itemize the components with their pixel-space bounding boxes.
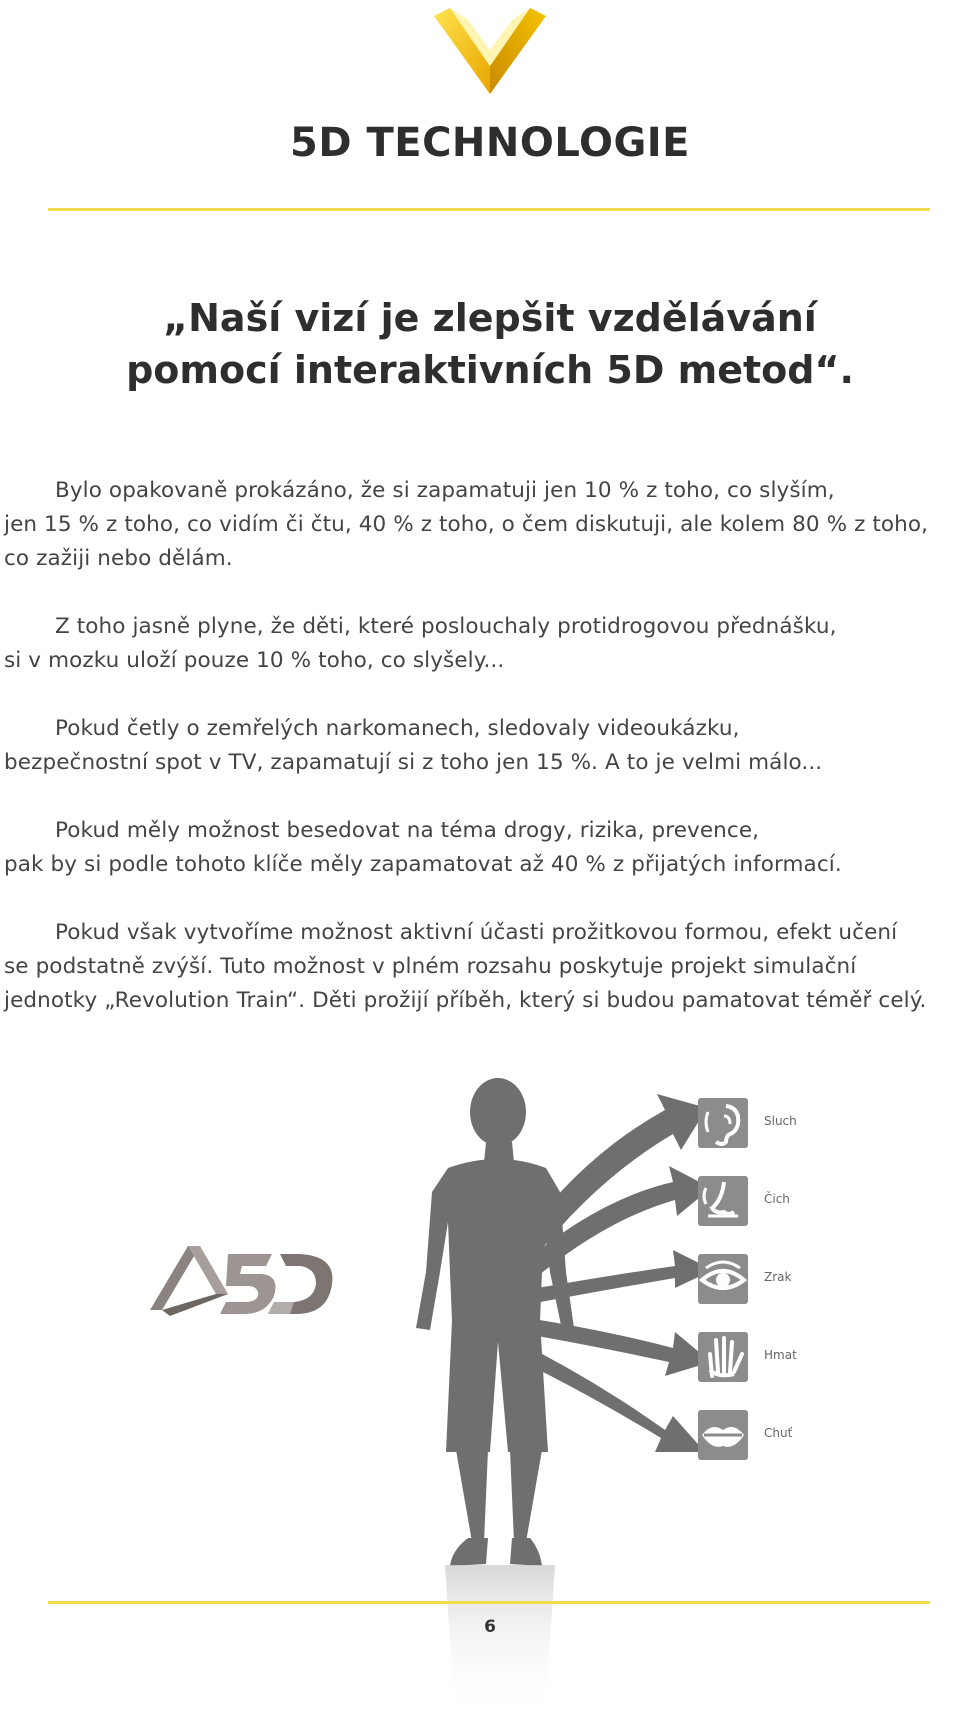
ear-icon	[698, 1098, 748, 1148]
sense-label: Chuť	[764, 1426, 793, 1440]
sense-label: Hmat	[764, 1348, 797, 1362]
quote-line: pomocí interaktivních 5D metod“.	[126, 348, 854, 392]
page-title: 5D TECHNOLOGIE	[290, 120, 690, 166]
sense-label: Sluch	[764, 1114, 797, 1128]
paragraph-line: bezpečnostní spot v TV, zapamatují si z toho jen 15 %. A to je velmi málo...	[4, 750, 823, 775]
sense-item	[698, 1254, 878, 1306]
5d-logo-icon	[150, 1240, 340, 1320]
paragraph-line: jednotky „Revolution Train“. Děti prožijí příběh, který si budou pamatovat téměř celý.	[4, 988, 927, 1013]
paragraph	[4, 610, 960, 678]
paragraph-line: Bylo opakovaně prokázáno, že si zapamatuji jen 10 % z toho, co slyším,	[55, 478, 835, 503]
person-silhouette	[390, 1072, 600, 1572]
paragraph-line: co zažiji nebo dělám.	[4, 546, 233, 571]
chevron-logo-icon	[432, 6, 548, 96]
paragraph-line: Pokud četly o zemřelých narkomanech, sledovaly videoukázku,	[55, 716, 740, 741]
nose-icon	[698, 1176, 748, 1226]
sense-label: Zrak	[764, 1270, 792, 1284]
paragraph-line: Pokud měly možnost besedovat na téma drogy, rizika, prevence,	[55, 818, 760, 843]
vision-quote	[40, 292, 940, 396]
sense-item	[698, 1098, 878, 1150]
sense-label: Čich	[764, 1192, 790, 1206]
paragraph	[4, 474, 960, 576]
paragraph-line: Z toho jasně plyne, že děti, které poslouchaly protidrogovou přednášku,	[55, 614, 837, 639]
silhouette-reflection	[405, 1565, 585, 1715]
mouth-icon	[698, 1410, 748, 1460]
paragraph-line: jen 15 % z toho, co vidím či čtu, 40 % z toho, o čem diskutuji, ale kolem 80 % z toho,	[4, 512, 929, 537]
paragraph-line: Pokud však vytvoříme možnost aktivní účasti prožitkovou formou, efekt učení	[55, 920, 898, 945]
quote-line: „Naší vizí je zlepšit vzdělávání	[163, 296, 817, 340]
sense-item	[698, 1176, 878, 1228]
sense-item	[698, 1332, 878, 1384]
bottom-divider	[48, 1601, 930, 1604]
page-number: 6	[484, 1617, 496, 1637]
paragraph-line: pak by si podle tohoto klíče měly zapamatovat až 40 % z přijatých informací.	[4, 852, 842, 877]
paragraph	[4, 916, 960, 1018]
paragraph-line: si v mozku uloží pouze 10 % toho, co slyšely...	[4, 648, 505, 673]
hand-icon	[698, 1332, 748, 1382]
paragraph-line: se podstatně zvýší. Tuto možnost v plném rozsahu poskytuje projekt simulační	[4, 954, 857, 979]
top-divider	[48, 208, 930, 211]
sense-item	[698, 1410, 878, 1462]
body-text	[4, 474, 960, 1052]
paragraph	[4, 712, 960, 780]
eye-icon	[698, 1254, 748, 1304]
paragraph	[4, 814, 960, 882]
